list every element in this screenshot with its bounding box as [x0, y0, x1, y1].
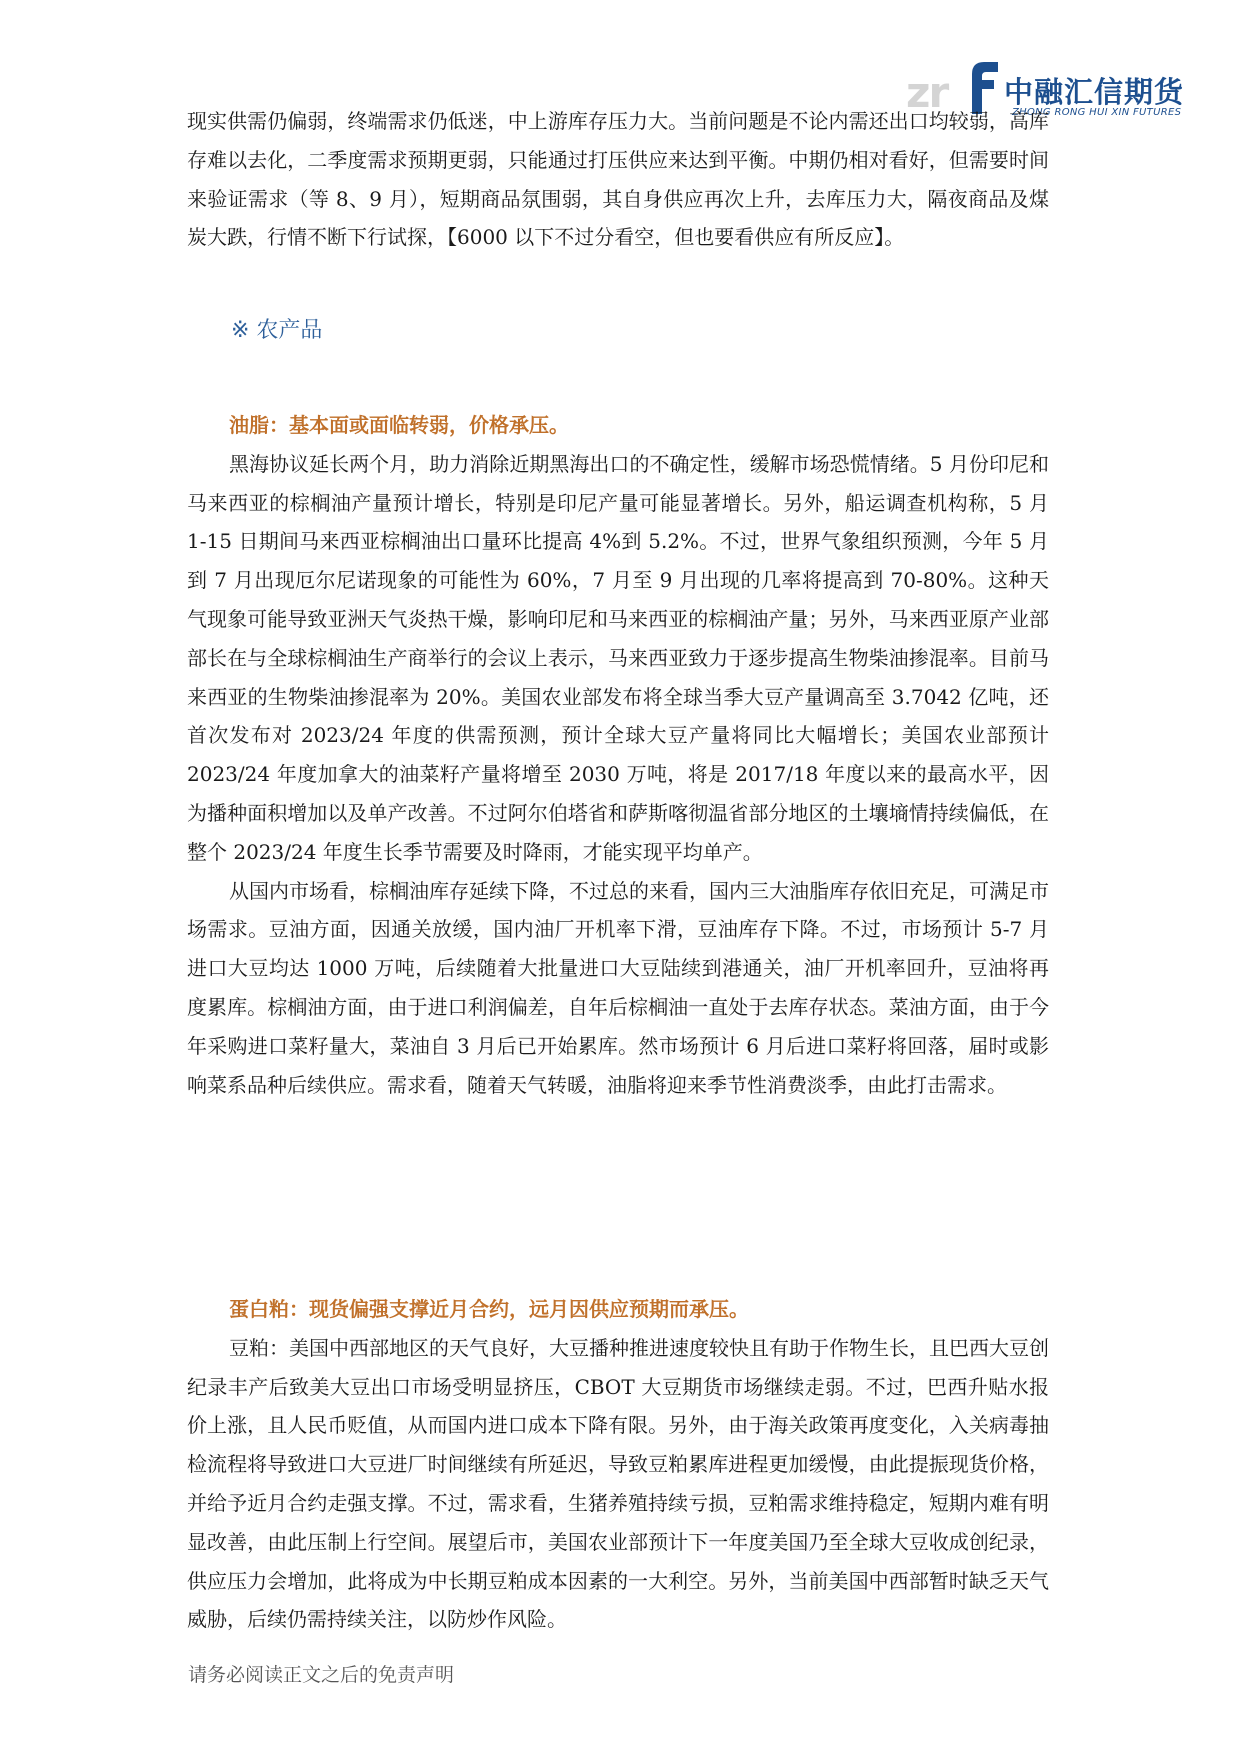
oils-title: 油脂：基本面或面临转弱，价格承压。	[229, 413, 569, 437]
meal-paragraph-1: 豆粕：美国中西部地区的天气良好，大豆播种推进速度较快且有助于作物生长，且巴西大豆创纪录丰产后致美大豆出口市场受明显挤压，CBOT 大豆期货市场继续走弱。不过，巴西升贴水报价上涨，且人民币贬值，从而国内进口成本下降有限。另外，由于海关政策再度变化，入关病毒抽检流程将导致进口大豆进厂时间继续有所延迟，导致豆粕累库进程更加缓慢，由此提振现货价格，并给予近月合约走强支撑。不过，需求看，生猪养殖持续亏损，豆粕需求维持稳定，短期内难有明显改善，由此压制上行空间。展望后市，美国农业部预计下一年度美国乃至全球大豆收成创纪录，供应压力会增加，此将成为中长期豆粕成本因素的一大利空。另外，当前美国中西部暂时缺乏天气威胁，后续仍需持续关注，以防炒作风险。	[187, 1335, 1049, 1632]
oils-paragraph-1: 黑海协议延长两个月，助力消除近期黑海出口的不确定性，缓解市场恐慌情绪。5 月份印尼和马来西亚的棕榈油产量预计增长，特别是印尼产量可能显著增长。另外，船运调查机构称，5 月 1-15 日期间马来西亚棕榈油出口量环比提高 4%到 5.2%。不过，世界气象组织预测，今年 5 月到 7 月出现厄尔尼诺现象的可能性为 60%，7 月至 9 月出现的几率将提高到 70-80%。这种天气现象可能导致亚洲天气炎热干燥，影响印尼和马来西亚的棕榈油产量；另外，马来西亚原产业部部长在与全球棕榈油生产商举行的会议上表示，马来西亚致力于逐步提高生物柴油掺混率。目前马来西亚的生物柴油掺混率为 20%。美国农业部发布将全球当季大豆产量调高至 3.7042 亿吨，还首次发布对 2023/24 年度的供需预测，预计全球大豆产量将同比大幅增长；美国农业部预计 2023/24 年度加拿大的油菜籽产量将增至 2030 万吨，将是 2017/18 年度以来的最高水平，因为播种面积增加以及单产改善。不过阿尔伯塔省和萨斯喀彻温省部分地区的土壤墒情持续偏低，在整个 2023/24 年度生长季节需要及时降雨，才能实现平均单产。	[187, 451, 1049, 864]
section-title-agriculture: ※ 农产品	[231, 318, 323, 343]
meal-section	[187, 1290, 1049, 1639]
oils-paragraph-2: 从国内市场看，棕榈油库存延续下降，不过总的来看，国内三大油脂库存依旧充足，可满足市场需求。豆油方面，因通关放缓，国内油厂开机率下滑，豆油库存下降。不过，市场预计 5-7 月进口大豆均达 1000 万吨，后续随着大批量进口大豆陆续到港通关，油厂开机率回升，豆油将再度累库。棕榈油方面，由于进口利润偏差，自年后棕榈油一直处于去库存状态。菜油方面，由于今年采购进口菜籽量大，菜油自 3 月后已开始累库。然市场预计 6 月后进口菜籽将回落，届时或影响菜系品种后续供应。需求看，随着天气转暖，油脂将迎来季节性消费淡季，由此打击需求。	[187, 878, 1049, 1097]
oils-section	[187, 406, 1049, 1104]
intro-paragraph: 现实供需仍偏弱，终端需求仍低迷，中上游库存压力大。当前问题是不论内需还出口均较弱，高库存难以去化，二季度需求预期更弱，只能通过打压供应来达到平衡。中期仍相对看好，但需要时间来验证需求（等 8、9 月），短期商品氛围弱，其自身供应再次上升，去库压力大，隔夜商品及煤炭大跌，行情不断下行试探，【6000 以下不过分看空，但也要看供应有所反应】。	[187, 109, 1049, 250]
logo-mark: zr	[906, 68, 948, 117]
footer-disclaimer: 请务必阅读正文之后的免责声明	[188, 1664, 455, 1686]
document-body	[187, 102, 1049, 257]
logo-company-name-en: ZHONG RONG HUI XIN FUTURES	[1012, 107, 1182, 118]
meal-title: 蛋白粕：现货偏强支撑近月合约，远月因供应预期而承压。	[229, 1297, 749, 1321]
logo-company-name: 中融汇信期货	[1004, 75, 1185, 109]
